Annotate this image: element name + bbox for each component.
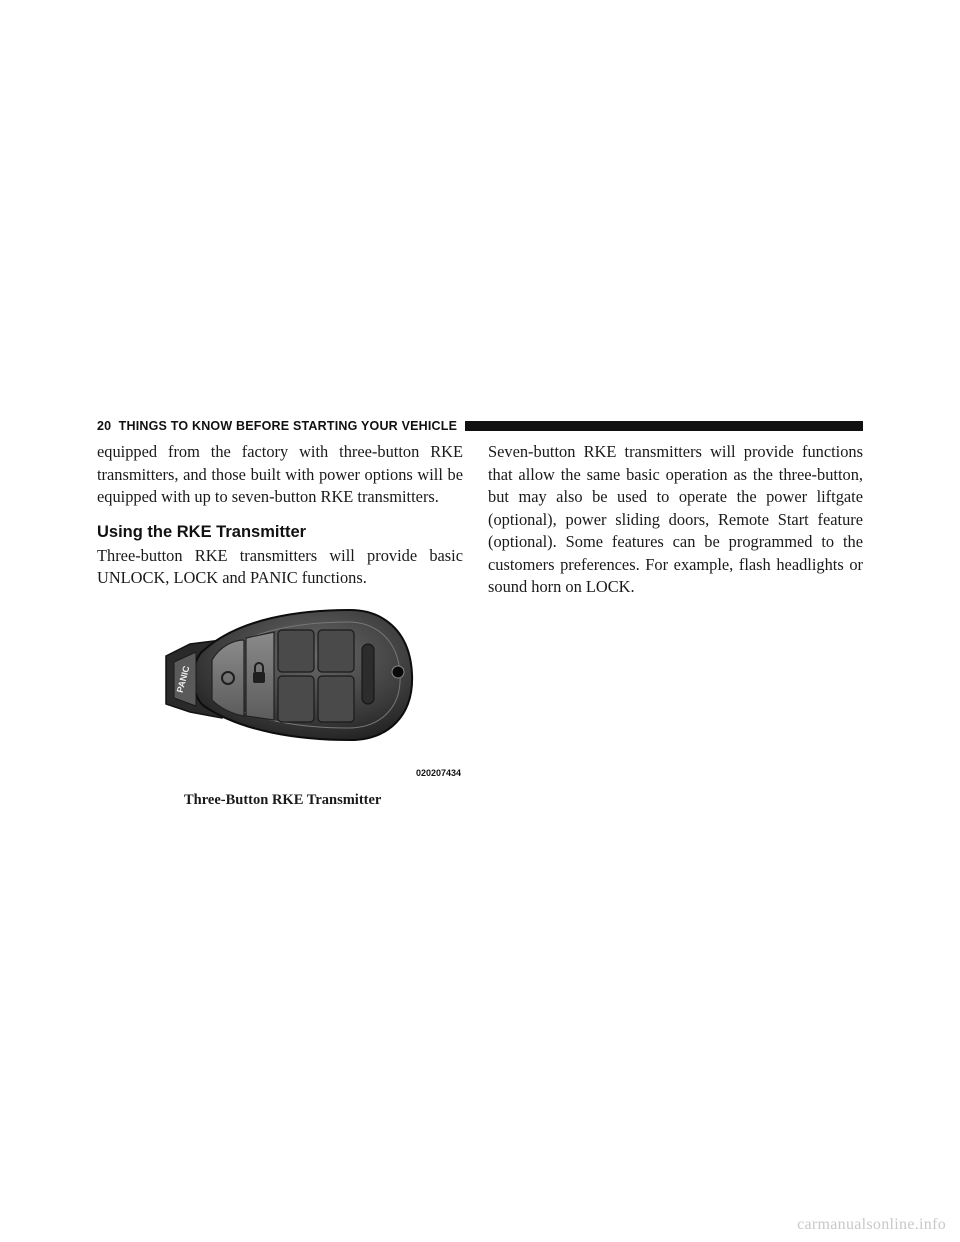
figure-number: 020207434 bbox=[416, 768, 462, 778]
blank-button bbox=[278, 630, 314, 672]
blank-button bbox=[318, 630, 354, 672]
rke-transmitter-figure bbox=[160, 600, 480, 778]
intro-paragraph: equipped from the factory with three-button RKE transmitters, and those built with power options will be equipped with up to seven-button RKE transmitters. bbox=[97, 442, 463, 506]
right-column bbox=[488, 441, 863, 599]
page-number: 20 bbox=[97, 419, 112, 433]
header-rule bbox=[465, 421, 863, 431]
header-text bbox=[97, 419, 457, 433]
figure-caption: Three-Button RKE Transmitter bbox=[184, 792, 382, 808]
remote-start-strip bbox=[362, 644, 374, 704]
key-fob-illustration bbox=[160, 600, 480, 778]
seven-button-paragraph: Seven-button RKE transmitters will provide functions that allow the same basic operation as the three-button, but may also be used to operate the power liftgate (optional), power sliding doors, Remote Start feature (optional). Some features can be programmed to the customers preferences. For example, flash headlights or sound horn on LOCK. bbox=[488, 442, 863, 596]
running-header bbox=[97, 417, 863, 435]
section-paragraph: Three-button RKE transmitters will provide basic UNLOCK, LOCK and PANIC functions. bbox=[97, 545, 463, 587]
left-column bbox=[97, 441, 463, 590]
blank-button bbox=[278, 676, 314, 722]
chapter-title: THINGS TO KNOW BEFORE STARTING YOUR VEHICLE bbox=[118, 419, 458, 433]
watermark: carmanualsonline.info bbox=[797, 1216, 946, 1233]
blank-button bbox=[318, 676, 354, 722]
section-heading: Using the RKE Transmitter bbox=[97, 522, 307, 541]
panic-label: PANIC bbox=[174, 664, 192, 694]
key-ring-hole bbox=[392, 666, 404, 678]
lock-icon bbox=[253, 672, 265, 683]
